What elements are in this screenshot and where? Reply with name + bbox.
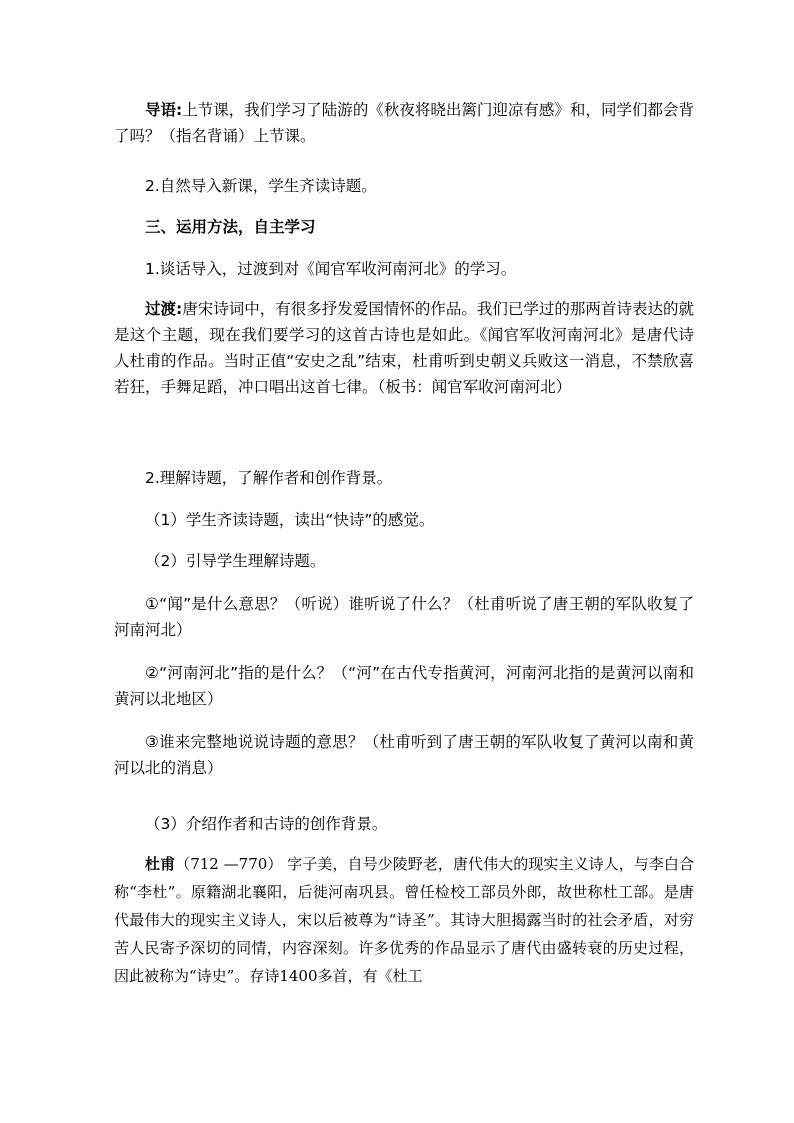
understand-title-line [114,465,694,491]
step-1-text: 1.谈话导入，过渡到对《闻官军收河南河北》的学习。 [145,260,517,278]
intro-text: 上节课，我们学习了陆游的《秋夜将晓出篱门迎凉有感》和，同学们都会背了吗？（指名背诵）上节课。 [114,101,694,145]
transition-paragraph [114,296,694,400]
sub-step-2-line [114,548,694,574]
sub-step-2-text: （2）引导学生理解诗题。 [145,552,326,570]
step-2-line [114,173,694,199]
section-heading [114,214,694,240]
author-bio-paragraph [114,850,694,990]
sub-step-3-text: （3）介绍作者和古诗的创作背景。 [145,815,388,833]
author-bio-text: （712 —770） 字子美，自号少陵野老，唐代伟大的现实主义诗人，与李白合称“李杜”。原籍湖北襄阳，后徙河南巩县。曾任检校工部员外郎，故世称杜工部。是唐代最伟大的现实主义诗人，宋以后被尊为“诗圣”。其诗大胆揭露当时的社会矛盾，对穷苦人民寄予深切的同情，内容深刻。许多优秀的作品显示了唐代由盛转衰的历史过程，因此被称为“诗史”。存诗1400多首，有《杜工 [114,855,694,985]
question-2-paragraph [114,660,694,712]
sub-step-1-line [114,507,694,533]
intro-lead: 导语: [145,101,183,119]
transition-lead: 过渡: [145,300,183,318]
understand-title-text: 2.理解诗题，了解作者和创作背景。 [145,469,393,487]
step-1-line [114,256,694,282]
question-1-paragraph [114,591,694,643]
author-name: 杜甫 [145,855,176,873]
question-2-text: ②“河南河北”指的是什么？（“河”在古代专指黄河，河南河北指的是黄河以南和黄河以北地区） [114,664,694,708]
question-1-text: ①“闻”是什么意思？（听说）谁听说了什么？（杜甫听说了唐王朝的军队收复了河南河北） [114,595,694,639]
question-3-text: ③谁来完整地说说诗题的意思？（杜甫听到了唐王朝的军队收复了黄河以南和黄河以北的消息） [114,733,694,777]
intro-paragraph [114,97,694,149]
question-3-paragraph [114,729,694,781]
transition-text: 唐宋诗词中，有很多抒发爱国情怀的作品。我们已学过的那两首诗表达的就是这个主题，现在我们要学习的这首古诗也是如此。《闻官军收河南河北》是唐代诗人杜甫的作品。当时正值“安史之乱”结束，杜甫听到史朝义兵败这一消息，不禁欣喜若狂，手舞足蹈，冲口唱出这首七律。（板书：闻官军收河南河北） [114,300,694,396]
step-2-text: 2.自然导入新课，学生齐读诗题。 [145,177,377,195]
sub-step-1-text: （1）学生齐读诗题，读出“快诗”的感觉。 [145,511,435,529]
section-heading-text: 三、运用方法，自主学习 [145,218,316,236]
sub-step-3-line [114,811,694,837]
